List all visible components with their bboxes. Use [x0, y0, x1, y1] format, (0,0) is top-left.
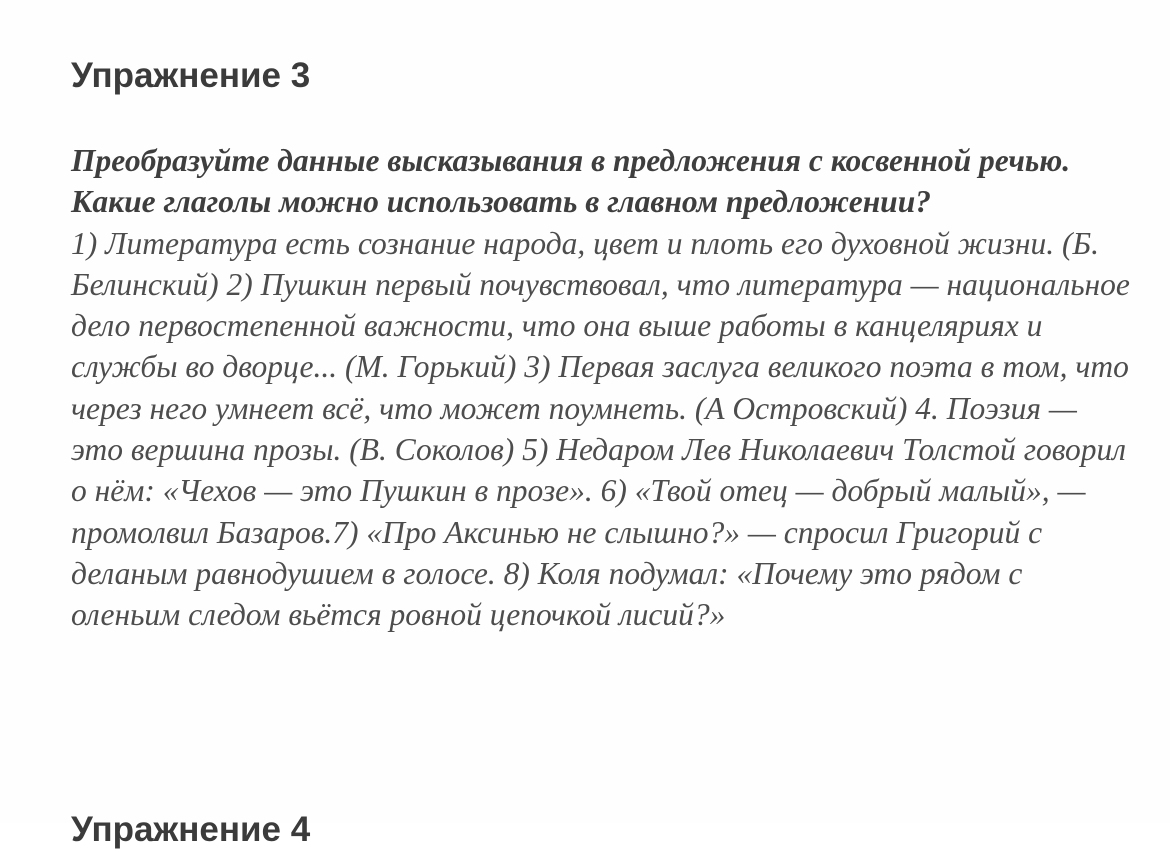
exercise-sentences: 1) Литература есть сознание народа, цвет и плоть его духовной жизни. (Б. Белинский) 2) Пушкин первый почувствовал, что литература — национальное дело первостепенной важности, что она выше работы в канцеляриях и службы во дворце... (М. Горький) 3) Первая заслуга великого поэта в том, что через него умнеет всё, что может поумнеть. (А Островский) 4. Поэзия — это вершина прозы. (В. Соколов) 5) Недаром Лев Николаевич Толстой говорил о нём: «Чехов — это Пушкин в прозе». 6) «Твой отец — добрый малый», — промолвил Базаров.7) «Про Аксинью не слышно?» — спросил Григорий с деланым равнодушием в голосе. 8) Коля подумал: «Почему это рядом с оленьим следом вьётся ровной цепочкой лисий?» [71, 225, 1130, 633]
next-exercise-heading: Упражнение 4 [71, 810, 311, 849]
exercise-heading: Упражнение 3 [71, 56, 311, 95]
exercise-body [71, 140, 1131, 636]
exercise-task: Преобразуйте данные высказывания в предложения с косвенной речью. Какие глаголы можно использовать в главном предложении? [71, 143, 1071, 220]
